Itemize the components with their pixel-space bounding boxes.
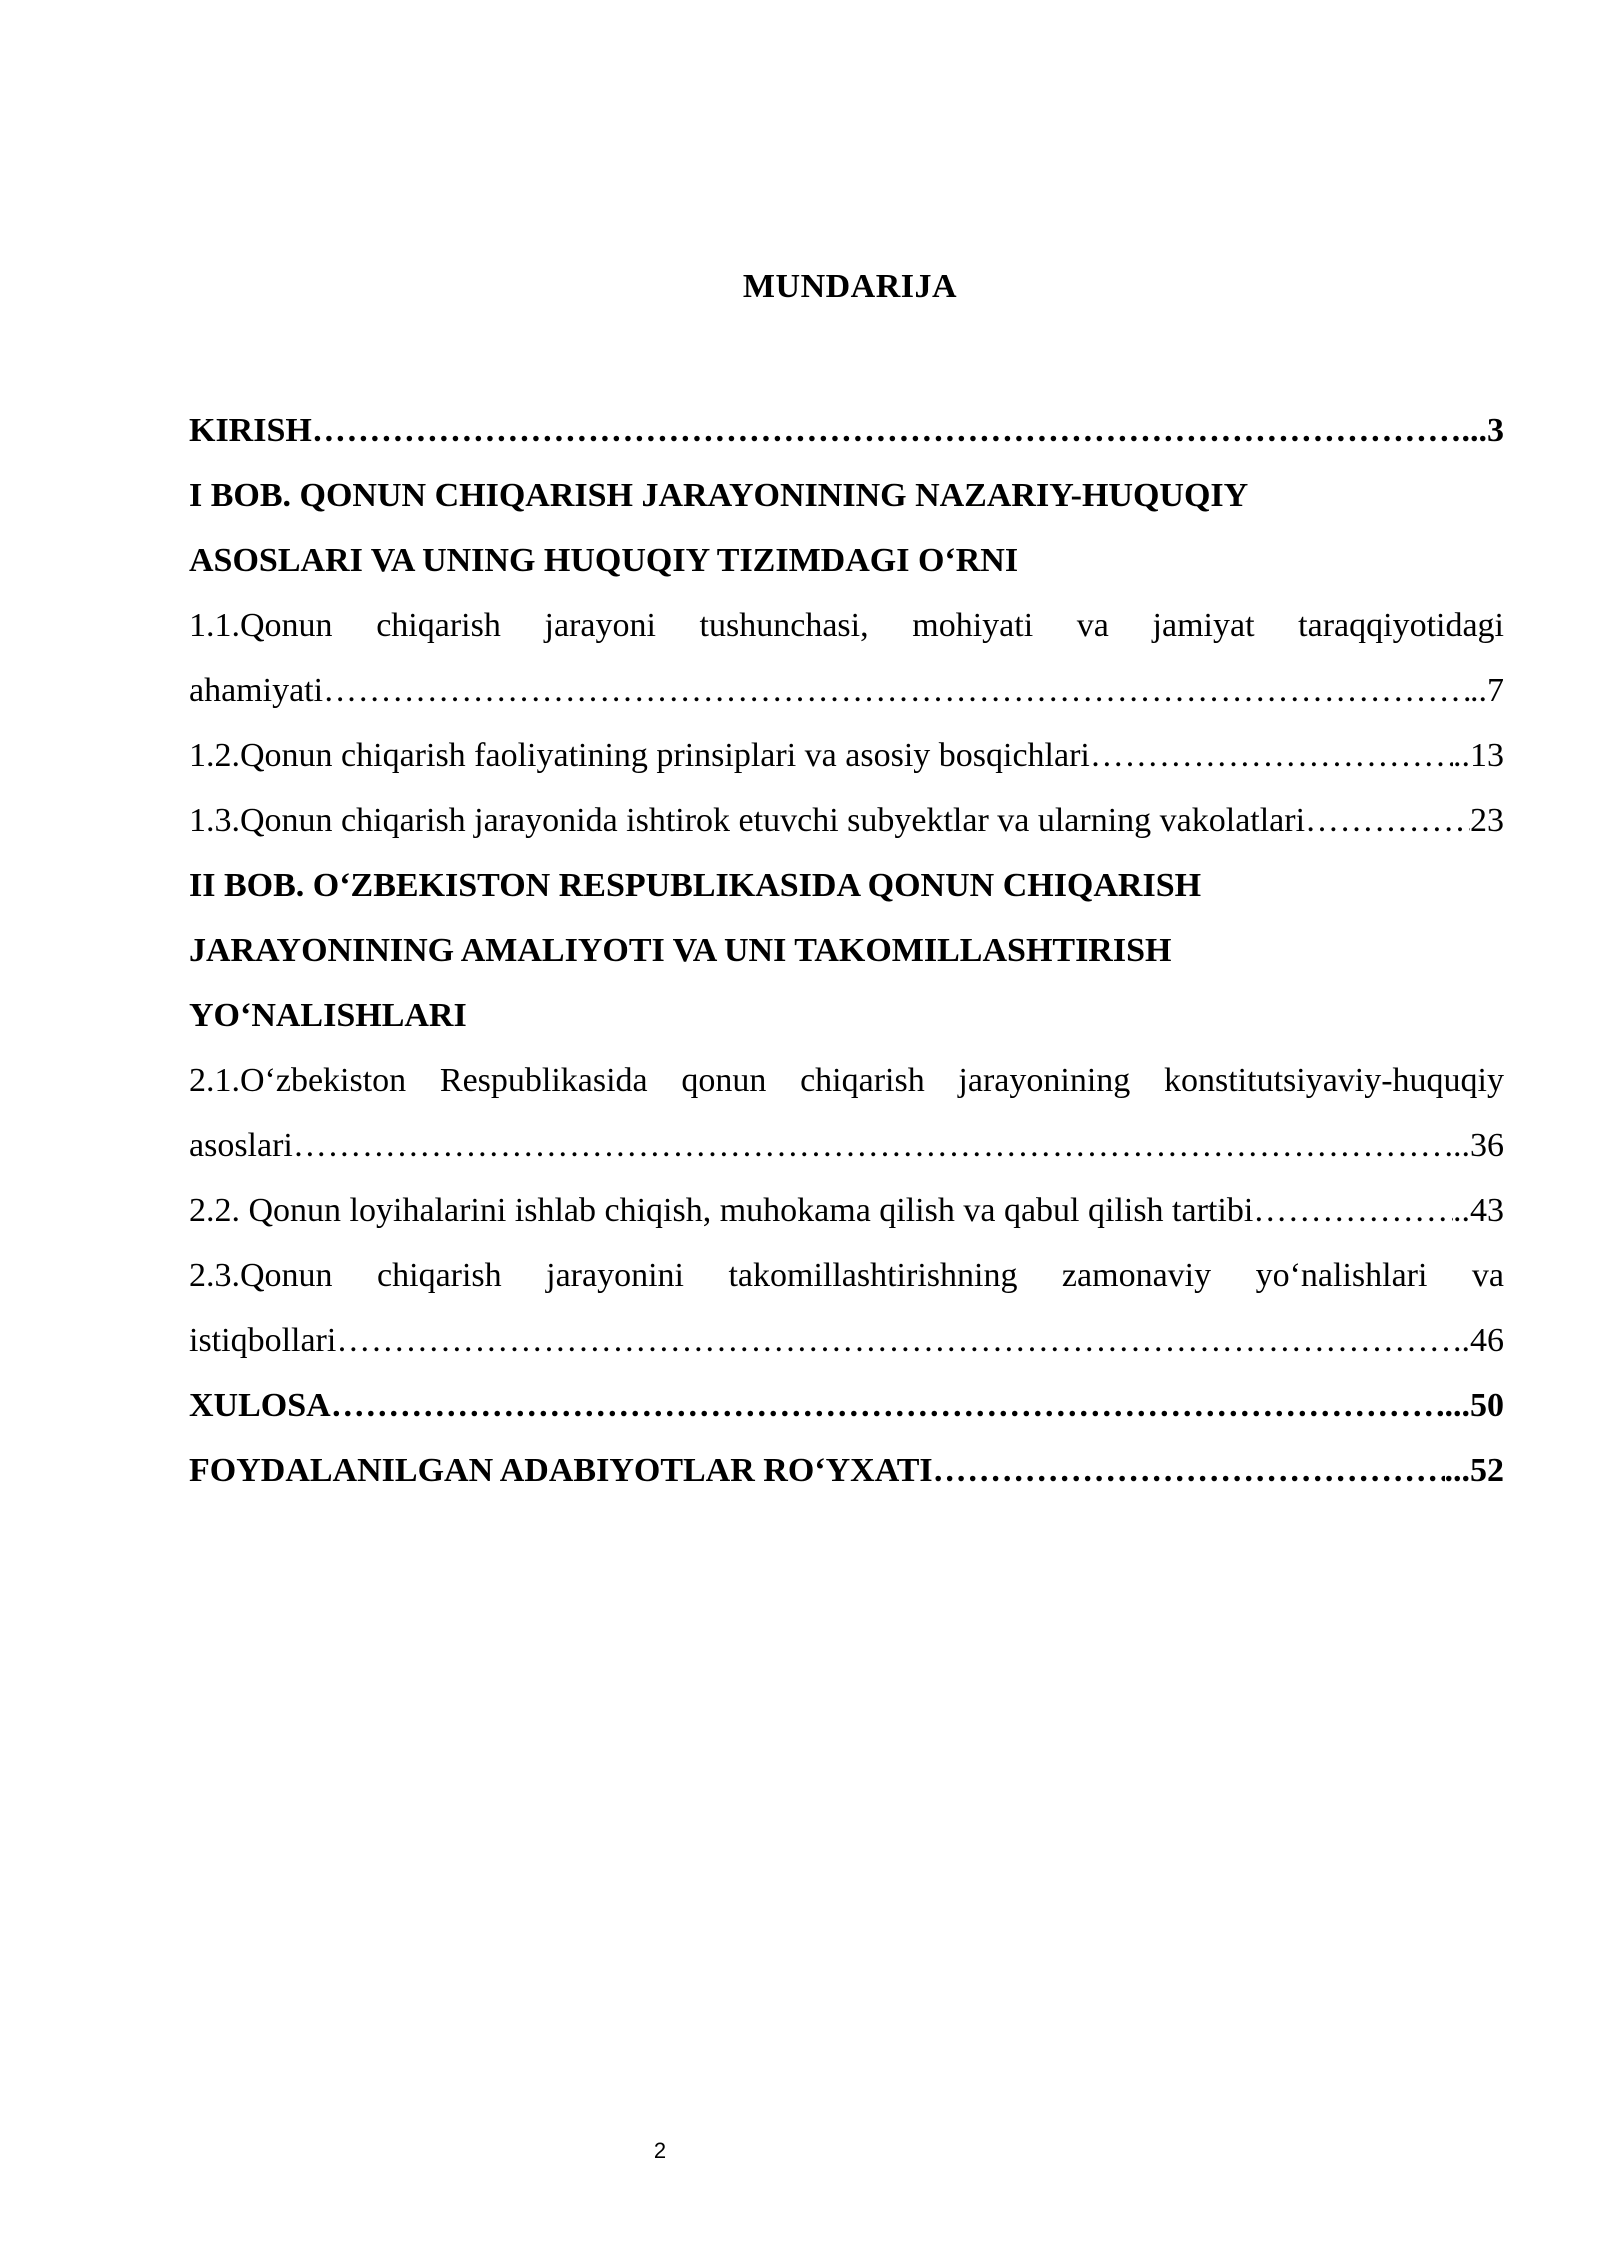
toc-chapter-heading: ASOSLARI VA UNING HUQUQIY TIZIMDAGI O‘RNI (189, 542, 1019, 579)
toc-entry-label: istiqbollari (189, 1322, 337, 1359)
dot-leader (312, 398, 1462, 463)
toc-entry-2-2 (189, 1178, 1504, 1243)
toc-entry-label: 2.2. Qonun loyihalarini ishlab chiqish, muhokama qilish va qabul qilish tartibi (189, 1192, 1254, 1229)
dot-leader (1253, 1178, 1453, 1243)
toc-entry-1-1-continued (189, 658, 1504, 723)
toc-page-number: 23 (1470, 802, 1504, 839)
dot-leader (1090, 723, 1453, 788)
toc-entry-label: KIRISH (189, 412, 312, 449)
toc-entry-1-1: 1.1.Qonun chiqarish jarayoni tushunchasi, mohiyati va jamiyat taraqqiyotidagi (189, 607, 1504, 644)
toc-page-number: ..13 (1453, 737, 1504, 774)
toc-entry-label: XULOSA (189, 1387, 331, 1424)
dot-leader (293, 1113, 1445, 1178)
toc-entry-label: asoslari (189, 1127, 293, 1164)
dot-leader (323, 658, 1470, 723)
dot-leader (1305, 788, 1470, 853)
table-of-contents (189, 398, 1504, 1503)
toc-entry-label: 1.3.Qonun chiqarish jarayonida ishtirok etuvchi subyektlar va ularning vakolatlari (189, 802, 1306, 839)
page-number: 2 (653, 2138, 667, 2163)
toc-page-number: ...36 (1444, 1127, 1504, 1164)
toc-chapter-heading: I BOB. QONUN CHIQARISH JARAYONINING NAZARIY-HUQUQIY (189, 477, 1249, 514)
toc-entry-label: ahamiyati (189, 672, 324, 709)
dot-leader (331, 1373, 1445, 1438)
toc-chapter-heading: YO‘NALISHLARI (189, 997, 467, 1034)
toc-entry-1-2 (189, 723, 1504, 788)
toc-page-number: ..43 (1453, 1192, 1504, 1229)
page-title: MUNDARIJA (742, 268, 958, 305)
toc-entry-2-1: 2.1.O‘zbekiston Respublikasida qonun chiqarish jarayonining konstitutsiyaviy-huquqiy (189, 1062, 1504, 1099)
toc-chapter-heading: II BOB. O‘ZBEKISTON RESPUBLIKASIDA QONUN CHIQARISH (189, 867, 1202, 904)
toc-entry-2-1-continued (189, 1113, 1504, 1178)
dot-leader (933, 1438, 1445, 1503)
toc-page-number: ..46 (1453, 1322, 1504, 1359)
dot-leader (336, 1308, 1453, 1373)
toc-page-number: ...3 (1461, 412, 1504, 449)
toc-entry-label: FOYDALANILGAN ADABIYOTLAR RO‘YXATI (189, 1452, 933, 1489)
toc-page-number: ...50 (1444, 1387, 1504, 1424)
toc-entry-intro (189, 398, 1504, 463)
toc-entry-label: 1.2.Qonun chiqarish faoliyatining prinsiplari va asosiy bosqichlari (189, 737, 1090, 774)
toc-entry-references (189, 1438, 1504, 1503)
toc-entry-2-3-continued (189, 1308, 1504, 1373)
toc-page-number: ..7 (1470, 672, 1504, 709)
toc-entry-conclusion (189, 1373, 1504, 1438)
toc-entry-1-3 (189, 788, 1504, 853)
toc-chapter-heading: JARAYONINING AMALIYOTI VA UNI TAKOMILLASHTIRISH (189, 932, 1172, 969)
toc-page-number: ...52 (1444, 1452, 1504, 1489)
toc-entry-2-3: 2.3.Qonun chiqarish jarayonini takomillashtirishning zamonaviy yo‘nalishlari va (189, 1257, 1504, 1294)
